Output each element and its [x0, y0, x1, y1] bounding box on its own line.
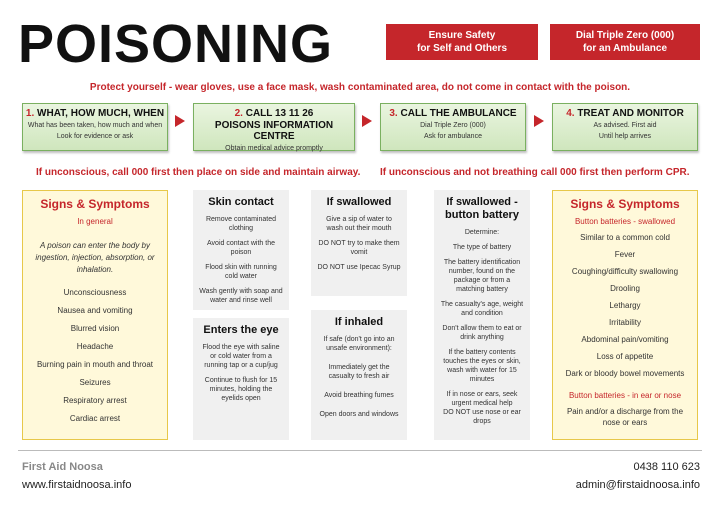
dial-000-line2: for an Ambulance: [582, 43, 668, 54]
symptoms-subheading: In general: [77, 217, 113, 226]
symptoms-description: A poison can enter the body by ingestion, injection, absorption, or inhalation.: [35, 241, 155, 274]
inhaled-heading: If inhaled: [334, 316, 384, 328]
symptom-item: Drooling: [610, 284, 640, 293]
skin-contact-heading: Skin contact: [208, 196, 274, 208]
step-3-box: [380, 103, 526, 151]
instruction-item: The type of battery: [452, 244, 512, 251]
symptom-item: Abdominal pain/vomiting: [581, 335, 669, 344]
instruction-item: Continue to flush for 15 minutes, holding the eyelids open: [204, 377, 278, 402]
step-4-title-text: TREAT AND MONITOR: [577, 108, 684, 119]
swallowed-panel: [311, 190, 407, 296]
instruction-item: Flood the eye with saline or cold water from a running tap or a cup/jug: [202, 344, 280, 369]
ensure-safety-line2: for Self and Others: [416, 43, 507, 54]
step-4-box: [552, 103, 698, 151]
button-battery-panel: [434, 190, 530, 440]
instruction-item: Flood skin with running cold water: [205, 264, 277, 280]
symptom-item: Dark or bloody bowel movements: [565, 369, 685, 378]
footer-website-link[interactable]: www.firstaidnoosa.info: [22, 479, 132, 491]
symptom-item: Pain and/or a discharge from the nose or ears: [566, 407, 684, 427]
footer-phone: 0438 110 623: [633, 461, 700, 473]
symptom-item: Irritability: [608, 318, 641, 327]
instruction-item: Determine:: [464, 229, 500, 236]
step-2-desc1: Obtain medical advice promptly: [225, 145, 323, 152]
instruction-item: The battery identification number, found on the package or from a matching battery: [443, 259, 521, 293]
step-1-title-text: WHAT, HOW MUCH, WHEN: [37, 108, 165, 119]
step-2-title2: POISONS INFORMATION CENTRE: [214, 120, 334, 142]
footer-divider: [18, 450, 702, 451]
symptoms-heading: Signs & Symptoms: [40, 197, 150, 211]
swallowed-heading: If swallowed: [326, 196, 392, 208]
instruction-item: If the battery contents touches the eyes or skin, wash with water for 15 minutes: [443, 349, 521, 383]
instruction-item: If in nose or ears, seek urgent medical help: [446, 391, 518, 407]
instruction-item: Immediately get the casualty to fresh air: [328, 364, 390, 380]
cpr-warning: If unconscious and not breathing call 000 first then perform CPR.: [380, 167, 690, 178]
step-4-desc1: As advised. First aid: [593, 122, 657, 129]
footer-email-link[interactable]: admin@firstaidnoosa.info: [575, 479, 700, 491]
battery-swallowed-subheading: Button batteries - swallowed: [574, 217, 676, 226]
symptom-item: Blurred vision: [70, 324, 120, 333]
page-title: POISONING: [18, 14, 334, 74]
instruction-item: Avoid breathing fumes: [324, 392, 394, 399]
step-2-title: [194, 108, 354, 119]
instruction-item: DO NOT try to make them vomit: [318, 240, 400, 256]
symptom-item: Coughing/difficulty swallowing: [571, 267, 679, 276]
instruction-item: The casualty's age, weight and condition: [440, 301, 524, 317]
instruction-item: Avoid contact with the poison: [207, 240, 275, 256]
dial-000-box: [550, 24, 700, 60]
step-2-title-text: CALL 13 11 26: [245, 108, 314, 119]
step-2-number: 2.: [234, 108, 243, 119]
step-3-desc1: Dial Triple Zero (000): [420, 122, 486, 129]
symptom-item: Burning pain in mouth and throat: [36, 360, 154, 369]
instruction-item: Wash gently with soap and water and rinse well: [199, 288, 283, 304]
step-1-desc2: Look for evidence or ask: [56, 133, 134, 140]
symptoms-heading: Signs & Symptoms: [570, 197, 680, 211]
battery-heading-line1: If swallowed -: [446, 196, 518, 208]
step-4-number: 4.: [566, 108, 575, 119]
instruction-item: Don't allow them to eat or drink anything: [442, 325, 522, 341]
enters-eye-panel: [193, 318, 289, 440]
step-3-title: [381, 108, 525, 119]
protect-yourself-text: Protect yourself - wear gloves, use a face mask, wash contaminated area, do not come in contact with the poison.: [89, 82, 631, 93]
instruction-item: DO NOT use Ipecac Syrup: [317, 264, 401, 271]
instruction-item: If safe (don't go into an unsafe environment):: [323, 336, 395, 352]
general-symptoms-panel: [22, 190, 168, 440]
symptom-item: Seizures: [79, 378, 111, 387]
instruction-item: DO NOT use nose or ear drops: [443, 409, 521, 425]
battery-ear-nose-subheading: Button batteries - in ear or nose: [568, 391, 682, 400]
step-1-box: [22, 103, 168, 151]
step-1-title: [23, 108, 167, 119]
instruction-item: Open doors and windows: [319, 411, 399, 418]
dial-000-line1: Dial Triple Zero (000): [575, 30, 675, 41]
symptom-item: Respiratory arrest: [63, 396, 127, 405]
ensure-safety-box: [386, 24, 538, 60]
step-2-box: [193, 103, 355, 151]
inhaled-panel: [311, 310, 407, 440]
arrow-right-icon: [362, 115, 372, 127]
step-4-desc2: Until help arrives: [598, 133, 652, 140]
symptom-item: Loss of appetite: [596, 352, 654, 361]
battery-heading-line2: button battery: [445, 209, 519, 221]
symptom-item: Nausea and vomiting: [57, 306, 133, 315]
unconscious-warning: If unconscious, call 000 first then place on side and maintain airway.: [36, 167, 361, 178]
symptom-item: Fever: [614, 250, 636, 259]
step-3-title-text: CALL THE AMBULANCE: [400, 108, 517, 119]
step-4-title: [553, 108, 697, 119]
step-3-number: 3.: [389, 108, 398, 119]
skin-contact-panel: [193, 190, 289, 310]
symptom-item: Similar to a common cold: [580, 233, 670, 242]
footer-org-name: First Aid Noosa: [22, 461, 103, 473]
symptom-item: Lethargy: [609, 301, 641, 310]
step-3-desc2: Ask for ambulance: [424, 133, 482, 140]
symptom-item: Cardiac arrest: [69, 414, 121, 423]
instruction-item: Remove contaminated clothing: [205, 216, 277, 232]
arrow-right-icon: [534, 115, 544, 127]
step-1-desc1: What has been taken, how much and when: [27, 122, 163, 129]
enters-eye-heading: Enters the eye: [203, 324, 279, 336]
arrow-right-icon: [175, 115, 185, 127]
ensure-safety-line1: Ensure Safety: [428, 30, 496, 41]
symptom-item: Unconsciousness: [63, 288, 127, 297]
battery-symptoms-panel: [552, 190, 698, 440]
symptom-item: Headache: [76, 342, 114, 351]
instruction-item: Give a sip of water to wash out their mouth: [326, 216, 392, 232]
step-1-number: 1.: [25, 108, 35, 119]
